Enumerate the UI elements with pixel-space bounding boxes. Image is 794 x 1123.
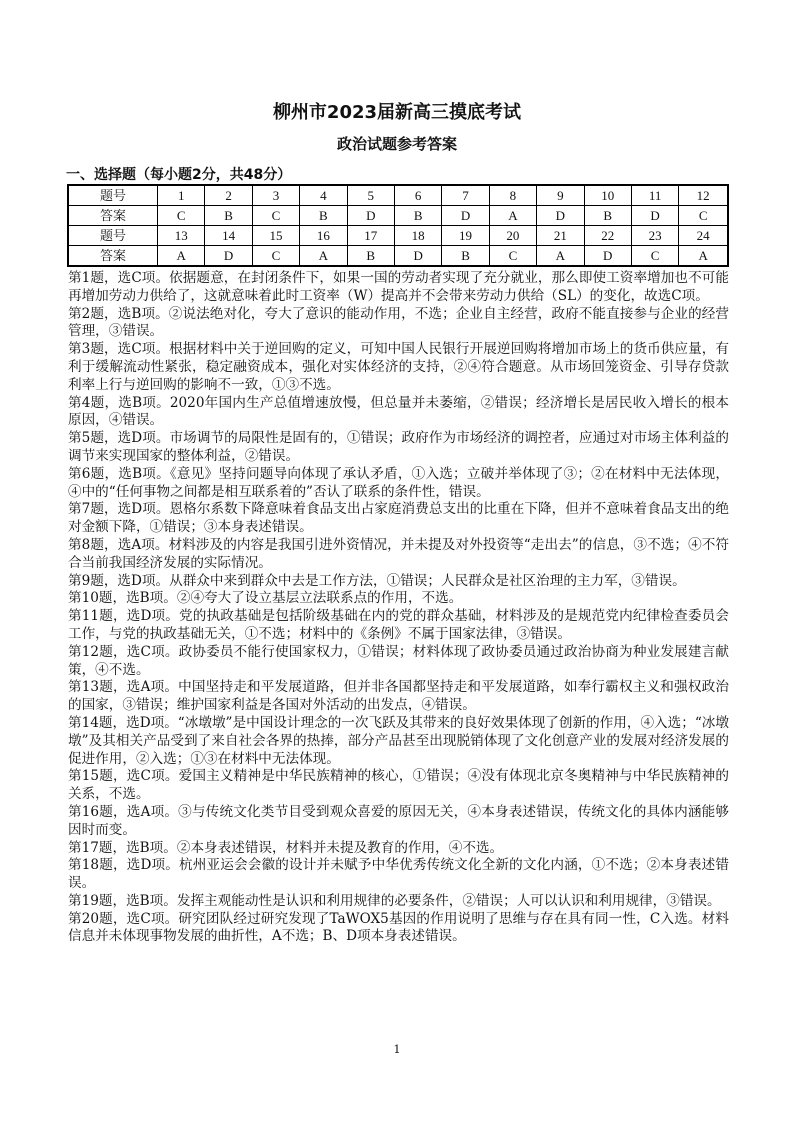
row-label: 答案 <box>68 246 158 267</box>
table-row <box>68 226 728 246</box>
table-cell: B <box>584 206 631 226</box>
table-cell: 13 <box>158 226 205 246</box>
table-cell: 16 <box>300 226 347 246</box>
row-label: 题号 <box>68 185 158 206</box>
row-label: 题号 <box>68 226 158 246</box>
document-subtitle: 政治试题参考答案 <box>336 135 457 153</box>
table-cell: 6 <box>394 185 441 206</box>
table-cell: 22 <box>584 226 631 246</box>
answer-explanation: 第13题，选A项。中国坚持走和平发展道路，但并非各国都坚持走和平发展道路，如奉行霸权主义和强权政治的国家，③错误；维护国家利益是各国对外活动的出发点，④错误。 <box>68 679 729 714</box>
answer-explanation: 第11题，选D项。党的执政基础是包括阶级基础在内的党的群众基础，材料涉及的是规范党内纪律检查委员会工作，与党的执政基础无关，①不选；材料中的《条例》不属于国家法律，③错误。 <box>68 608 729 642</box>
answer-explanation: 第14题，选D项。“冰墩墩”是中国设计理念的一次飞跃及其带来的良好效果体现了创新的作用，④入选；“冰墩墩”及其相关产品受到了来自社会各界的热捧，部分产品甚至出现脱销体现了文化创意产业的发展对经济发展的促进作用，②入选；①③在材料中无法体现。 <box>68 714 729 767</box>
answer-explanation: 第6题，选B项。《意见》坚持问题导向体现了承认矛盾，①入选；立破并举体现了③；②在材料中无法体现，④中的“任何事物之间都是相互联系着的”否认了联系的条件性，错误。 <box>68 465 729 500</box>
table-cell: 21 <box>537 226 584 246</box>
table-row <box>68 246 728 267</box>
table-cell: 5 <box>347 185 394 206</box>
table-cell: 19 <box>442 226 489 246</box>
section-heading: 一、选择题（每小题2分，共48分） <box>66 167 292 183</box>
table-cell: 17 <box>347 226 394 246</box>
table-cell: C <box>252 246 299 267</box>
table-cell: B <box>347 246 394 267</box>
document-title: 柳州市2023届新高三摸底考试 <box>272 102 522 123</box>
table-cell: 9 <box>537 185 584 206</box>
answer-explanation: 第17题，选B项。②本身表述错误，材料并未提及教育的作用，④不选。 <box>68 839 504 856</box>
answer-explanation: 第5题，选D项。市场调节的局限性是固有的，①错误；政府作为市场经济的调控者，应通过对市场主体利益的调节来实现国家的整体利益，②错误。 <box>68 430 729 464</box>
table-cell: C <box>158 206 205 226</box>
answer-explanation: 第7题，选D项。恩格尔系数下降意味着食品支出占家庭消费总支出的比重在下降，但并不意味着食品支出的绝对金额下降，①错误；③本身表述错误。 <box>68 501 729 536</box>
table-cell: B <box>300 206 347 226</box>
answer-explanation: 第3题，选C项。根据材料中关于逆回购的定义，可知中国人民银行开展逆回购将增加市场上的货币供应量，有利于缓解流动性紧张，稳定融资成本，强化对实体经济的支持，②④符合题意。从市场回笼资金、引导存贷款利率上行与逆回购的影响不一致，①③不选。 <box>68 341 729 393</box>
answer-explanation: 第1题，选C项。依据题意，在封闭条件下，如果一国的劳动者实现了充分就业，那么即使工资率增加也不可能再增加劳动力供给了，这就意味着此时工资率（W）提高并不会带来劳动力供给（SL）的变化，故选C项。 <box>68 270 729 304</box>
answer-explanation: 第12题，选C项。政协委员不能行使国家权力，①错误；材料体现了政协委员通过政治协商为种业发展建言献策，④不选。 <box>68 643 729 678</box>
answer-explanation: 第9题，选D项。从群众中来到群众中去是工作方法，①错误；人民群众是社区治理的主力军，③错误。 <box>68 572 686 589</box>
table-cell: 7 <box>442 185 489 206</box>
table-cell: A <box>158 246 205 267</box>
table-cell: 23 <box>631 226 678 246</box>
table-cell: B <box>442 246 489 267</box>
table-cell: D <box>347 206 394 226</box>
table-cell: A <box>679 246 728 267</box>
table-cell: A <box>489 206 536 226</box>
table-cell: 14 <box>205 226 252 246</box>
answer-explanation: 第2题，选B项。②说法绝对化，夸大了意识的能动作用，不选；企业自主经营，政府不能直接参与企业的经营管理，③错误。 <box>68 305 729 340</box>
table-row <box>68 206 728 226</box>
table-cell: B <box>394 206 441 226</box>
answer-explanation: 第20题，选C项。研究团队经过研究发现了TaWOX5基因的作用说明了思维与存在具有同一性，C入选。材料信息并未体现事物发展的曲折性，A不选；B、D项本身表述错误。 <box>68 910 729 945</box>
table-cell: D <box>394 246 441 267</box>
row-label: 答案 <box>68 206 158 226</box>
table-cell: 1 <box>158 185 205 206</box>
answer-table <box>67 184 729 267</box>
table-cell: A <box>537 246 584 267</box>
answer-explanation: 第16题，选A项。③与传统文化类节目受到观众喜爱的原因无关，④本身表述错误，传统文化的具体内涵能够因时而变。 <box>68 803 729 838</box>
table-cell: C <box>679 206 728 226</box>
table-cell: 10 <box>584 185 631 206</box>
table-cell: 11 <box>631 185 678 206</box>
table-cell: 12 <box>679 185 728 206</box>
table-cell: D <box>584 246 631 267</box>
table-cell: D <box>631 206 678 226</box>
answer-explanation: 第8题，选A项。材料涉及的内容是我国引进外资情况，并未提及对外投资等“走出去”的信息，③不选；④不符合当前我国经济发展的实际情况。 <box>68 536 729 571</box>
answer-explanation: 第18题，选D项。杭州亚运会会徽的设计并未赋予中华优秀传统文化全新的文化内涵，①不选；②本身表述错误。 <box>68 857 729 892</box>
table-cell: C <box>489 246 536 267</box>
table-cell: D <box>537 206 584 226</box>
table-cell: 8 <box>489 185 536 206</box>
answer-explanation: 第15题，选C项。爱国主义精神是中华民族精神的核心，①错误；④没有体现北京冬奥精神与中华民族精神的关系，不选。 <box>68 768 729 803</box>
table-cell: C <box>252 206 299 226</box>
table-row <box>68 185 728 206</box>
table-cell: D <box>205 246 252 267</box>
answer-explanation: 第10题，选B项。②④夸大了设立基层立法联系点的作用，不选。 <box>68 590 463 607</box>
page-number: 1 <box>393 1043 401 1056</box>
table-cell: 15 <box>252 226 299 246</box>
explanations <box>68 270 729 946</box>
table-cell: C <box>631 246 678 267</box>
table-cell: 3 <box>252 185 299 206</box>
answer-explanation: 第4题，选B项。2020年国内生产总值增速放慢，但总量并未萎缩，②错误；经济增长是居民收入增长的根本原因，④错误。 <box>68 394 729 429</box>
table-cell: B <box>205 206 252 226</box>
table-cell: 24 <box>679 226 728 246</box>
table-cell: 18 <box>394 226 441 246</box>
table-cell: 4 <box>300 185 347 206</box>
table-cell: 2 <box>205 185 252 206</box>
answer-explanation: 第19题，选B项。发挥主观能动性是认识和利用规律的必要条件，②错误；人可以认识和利用规律，③错误。 <box>68 892 721 909</box>
table-cell: 20 <box>489 226 536 246</box>
table-cell: A <box>300 246 347 267</box>
table-cell: D <box>442 206 489 226</box>
